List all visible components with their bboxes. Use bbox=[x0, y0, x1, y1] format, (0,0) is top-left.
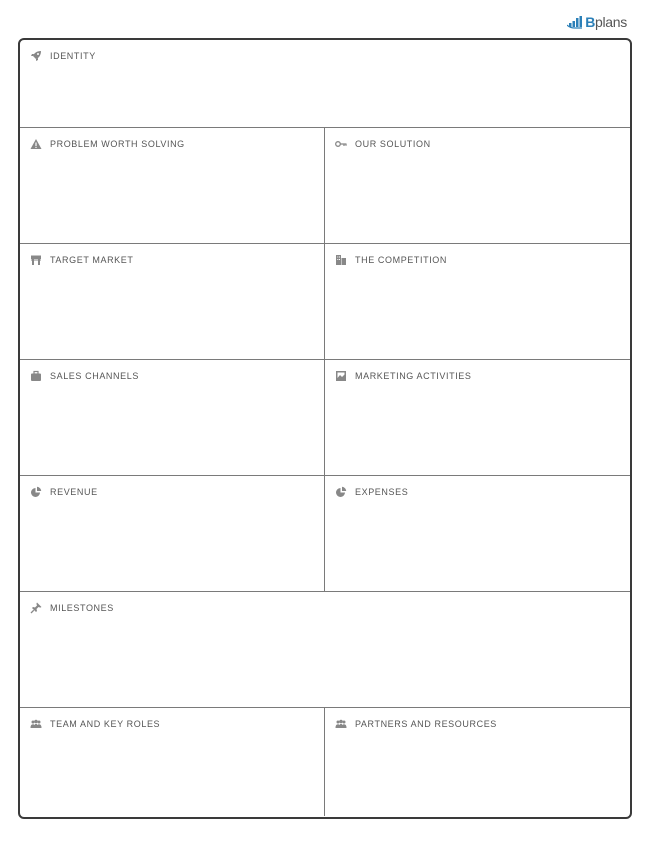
buildings-icon bbox=[335, 254, 347, 266]
milestones-section[interactable] bbox=[20, 592, 630, 707]
competition-label: THE COMPETITION bbox=[355, 255, 447, 265]
partners-label: PARTNERS AND RESOURCES bbox=[355, 719, 497, 729]
bplans-wordmark: Bplans bbox=[585, 14, 627, 30]
sales-channels-label: SALES CHANNELS bbox=[50, 371, 139, 381]
bar-chart-logo-icon bbox=[567, 15, 583, 29]
problem-label: PROBLEM WORTH SOLVING bbox=[50, 139, 185, 149]
business-plan-canvas bbox=[18, 38, 632, 819]
revenue-label: REVENUE bbox=[50, 487, 98, 497]
bplans-logo bbox=[567, 14, 627, 30]
revenue-section[interactable] bbox=[20, 476, 325, 591]
pie-chart-icon bbox=[30, 486, 42, 498]
expenses-label: EXPENSES bbox=[355, 487, 409, 497]
people-icon bbox=[335, 718, 347, 730]
expenses-section[interactable] bbox=[325, 476, 630, 591]
competition-section[interactable] bbox=[325, 244, 630, 359]
team-label: TEAM AND KEY ROLES bbox=[50, 719, 161, 729]
rocket-icon bbox=[30, 50, 42, 62]
target-market-section[interactable] bbox=[20, 244, 325, 359]
problem-section[interactable] bbox=[20, 128, 325, 243]
milestones-label: MILESTONES bbox=[50, 603, 114, 613]
key-icon bbox=[335, 138, 347, 150]
marketing-section[interactable] bbox=[325, 360, 630, 475]
pie-chart-icon bbox=[335, 486, 347, 498]
warning-triangle-icon bbox=[30, 138, 42, 150]
solution-section[interactable] bbox=[325, 128, 630, 243]
target-market-label: TARGET MARKET bbox=[50, 255, 134, 265]
image-board-icon bbox=[335, 370, 347, 382]
marketing-label: MARKETING ACTIVITIES bbox=[355, 371, 472, 381]
briefcase-icon bbox=[30, 370, 42, 382]
people-icon bbox=[30, 718, 42, 730]
partners-section[interactable] bbox=[325, 708, 630, 816]
identity-section[interactable] bbox=[20, 40, 630, 127]
solution-label: OUR SOLUTION bbox=[355, 139, 431, 149]
storefront-icon bbox=[30, 254, 42, 266]
identity-label: IDENTITY bbox=[50, 51, 96, 61]
push-pin-icon bbox=[30, 602, 42, 614]
sales-channels-section[interactable] bbox=[20, 360, 325, 475]
team-section[interactable] bbox=[20, 708, 325, 816]
